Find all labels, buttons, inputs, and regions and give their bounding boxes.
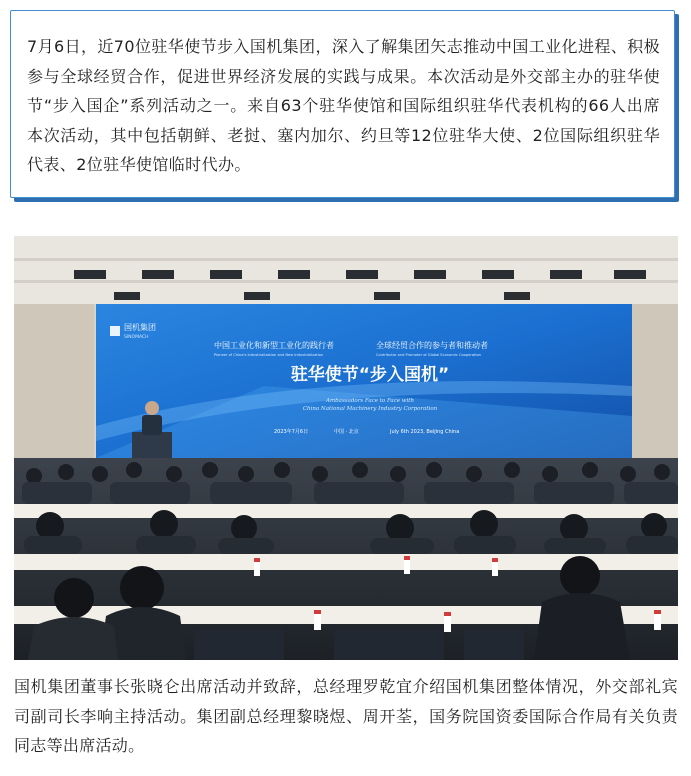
screen-line1-en-left: Pioneer of China's Industrialization and New Industrialization	[214, 353, 324, 357]
screen-title-cn: 驻华使节“步入国机”	[290, 365, 450, 385]
screen-line1-cn-left: 中国工业化和新型工业化的践行者	[214, 341, 334, 350]
screen-line1-en-right: Contributor and Promoter of Global Economic Cooperation	[376, 353, 481, 357]
screen-line1-cn-right: 全球经贸合作的参与者和推动者	[376, 341, 488, 350]
screen-date-cn: 2023年7月6日	[274, 429, 309, 435]
screen-logo-en: SINOMACH	[124, 335, 149, 340]
event-photo	[14, 236, 678, 660]
screen-date-en: July 6th 2023, Beijing China	[390, 429, 460, 435]
intro-paragraph: 7月6日，近70位驻华使节步入国机集团，深入了解集团矢志推动中国工业化进程、积极参与全球经贸合作，促进世界经济发展的实践与成果。本次活动是外交部主办的驻华使节“步入国企”系列活动之一。来自63个驻华使馆和国际组织驻华代表机构的66人出席本次活动，其中包括朝鲜、老挝、塞内加尔、约旦等12位驻华大使、2位国际组织驻华代表、2位驻华使馆临时代办。	[27, 37, 660, 175]
screen-title-en-2: China National Machinery Industry Corporation	[302, 406, 438, 412]
photo-caption: 国机集团董事长张晓仑出席活动并致辞，总经理罗乾宜介绍国机集团整体情况，外交部礼宾司副司长李响主持活动。集团副总经理黎晓煜、周开荃，国务院国资委国际合作局有关负责同志等出席活动。	[14, 677, 678, 756]
screen-logo-cn: 国机集团	[124, 323, 156, 332]
podium	[132, 432, 172, 462]
screen-place-cn: 中国 · 北京	[334, 429, 359, 435]
screen-title-en-1: Ambassadors Face to Face with	[325, 398, 415, 404]
intro-box	[10, 10, 675, 198]
screen-logo-icon	[110, 326, 120, 336]
